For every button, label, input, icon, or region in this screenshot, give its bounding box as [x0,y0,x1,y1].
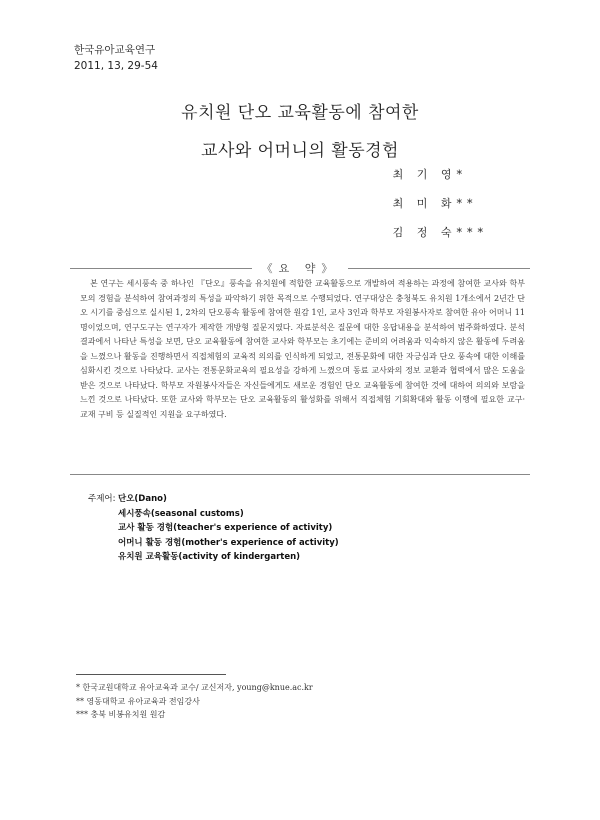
journal-name: 한국유아교육연구 [74,44,156,56]
paper-title-line-1: 유치원 단오 교육활동에 참여한 [181,103,419,123]
keywords-list [118,492,339,565]
paper-title-line-2: 교사와 어머니의 활동경험 [201,141,399,161]
author-2: 최 미 화** [392,197,478,210]
keyword-item: 세시풍속(seasonal customs) [118,508,244,519]
abstract-divider [70,474,530,475]
abstract-rule-left [70,268,252,269]
author-list [393,160,488,247]
keyword-item: 단오(Dano) [118,494,167,504]
author-3: 김 정 숙*** [392,226,488,239]
footnote-1: * 한국교원대학교 유아교육과 교수/ 교신저자, young@knue.ac.kr [76,683,313,692]
footnote-divider [76,674,226,675]
footnote-3: *** 충북 비봉유치원 원감 [76,710,166,719]
journal-header [74,42,158,74]
abstract-body [80,277,525,422]
footnote-2: ** 영동대학교 유아교육과 전임강사 [76,696,200,706]
abstract-rule-right [348,268,530,269]
abstract-heading-label: 《요 약》 [261,262,339,275]
footnotes [76,681,313,722]
keyword-item: 어머니 활동 경험(mother's experience of activity) [118,537,339,548]
abstract-heading [70,260,530,276]
journal-citation: 2011, 13, 29-54 [74,60,158,72]
keywords-section [88,492,339,565]
keyword-item: 교사 활동 경험(teacher's experience of activity) [118,523,333,533]
keyword-item: 유치원 교육활동(activity of kindergarten) [118,552,301,562]
author-1: 최 기 영* [392,168,467,181]
abstract-text: 본 연구는 세시풍속 중 하나인 『단오』풍속을 유치원에 적합한 교육활동으로 개발하여 적용하는 과정에 참여한 교사와 학부모의 경험을 분석하여 참여과정의 특성을 파악하기 위한 목적으로 수행되었다. 연구대상은 충청북도 유치원 1개소에서 2년간 단오 시기를 중심으로 실시된 1, 2차의 단오풍속 활동에 참여한 원감 1인, 교사 3인과 학부모 자원봉사자로 참여한 유아 어머니 11명이었으며, 연구도구는 연구자가 제작한 개방형 질문지였다. 자료분석은 질문에 대한 응답내용을 분석하여 범주화하였다. 분석결과에서 나타난 특성을 보면, 단오 교육활동에 참여한 교사와 학부모는 초기에는 준비의 어려움과 익숙하지 않은 활동에 두려움을 느꼈으나 활동을 진행하면서 직접체험의 교육적 의의를 인식하게 되었고, 전통문화에 대한 자긍심과 단오 풍속에 대한 이해를 심화시킨 것으로 나타났다. 교사는 전통문화교육의 필요성을 강하게 느꼈으며 동료 교사와의 정보 교환과 협력에서 많은 도움을 받은 것으로 나타났다. 학부모 자원봉사자들은 자신들에게도 새로운 경험인 단오 교육활동에 참여한 것에 대하여 의의와 보람을 느낀 것으로 나타났다. 또한 교사와 학부모는 단오 교육활동의 활성화를 위해서 직접체험 기회확대와 활동 이행에 필요한 교구·교재 구비 등 실질적인 지원을 요구하였다. [80,279,525,419]
keywords-label: 주제어: [88,494,116,504]
